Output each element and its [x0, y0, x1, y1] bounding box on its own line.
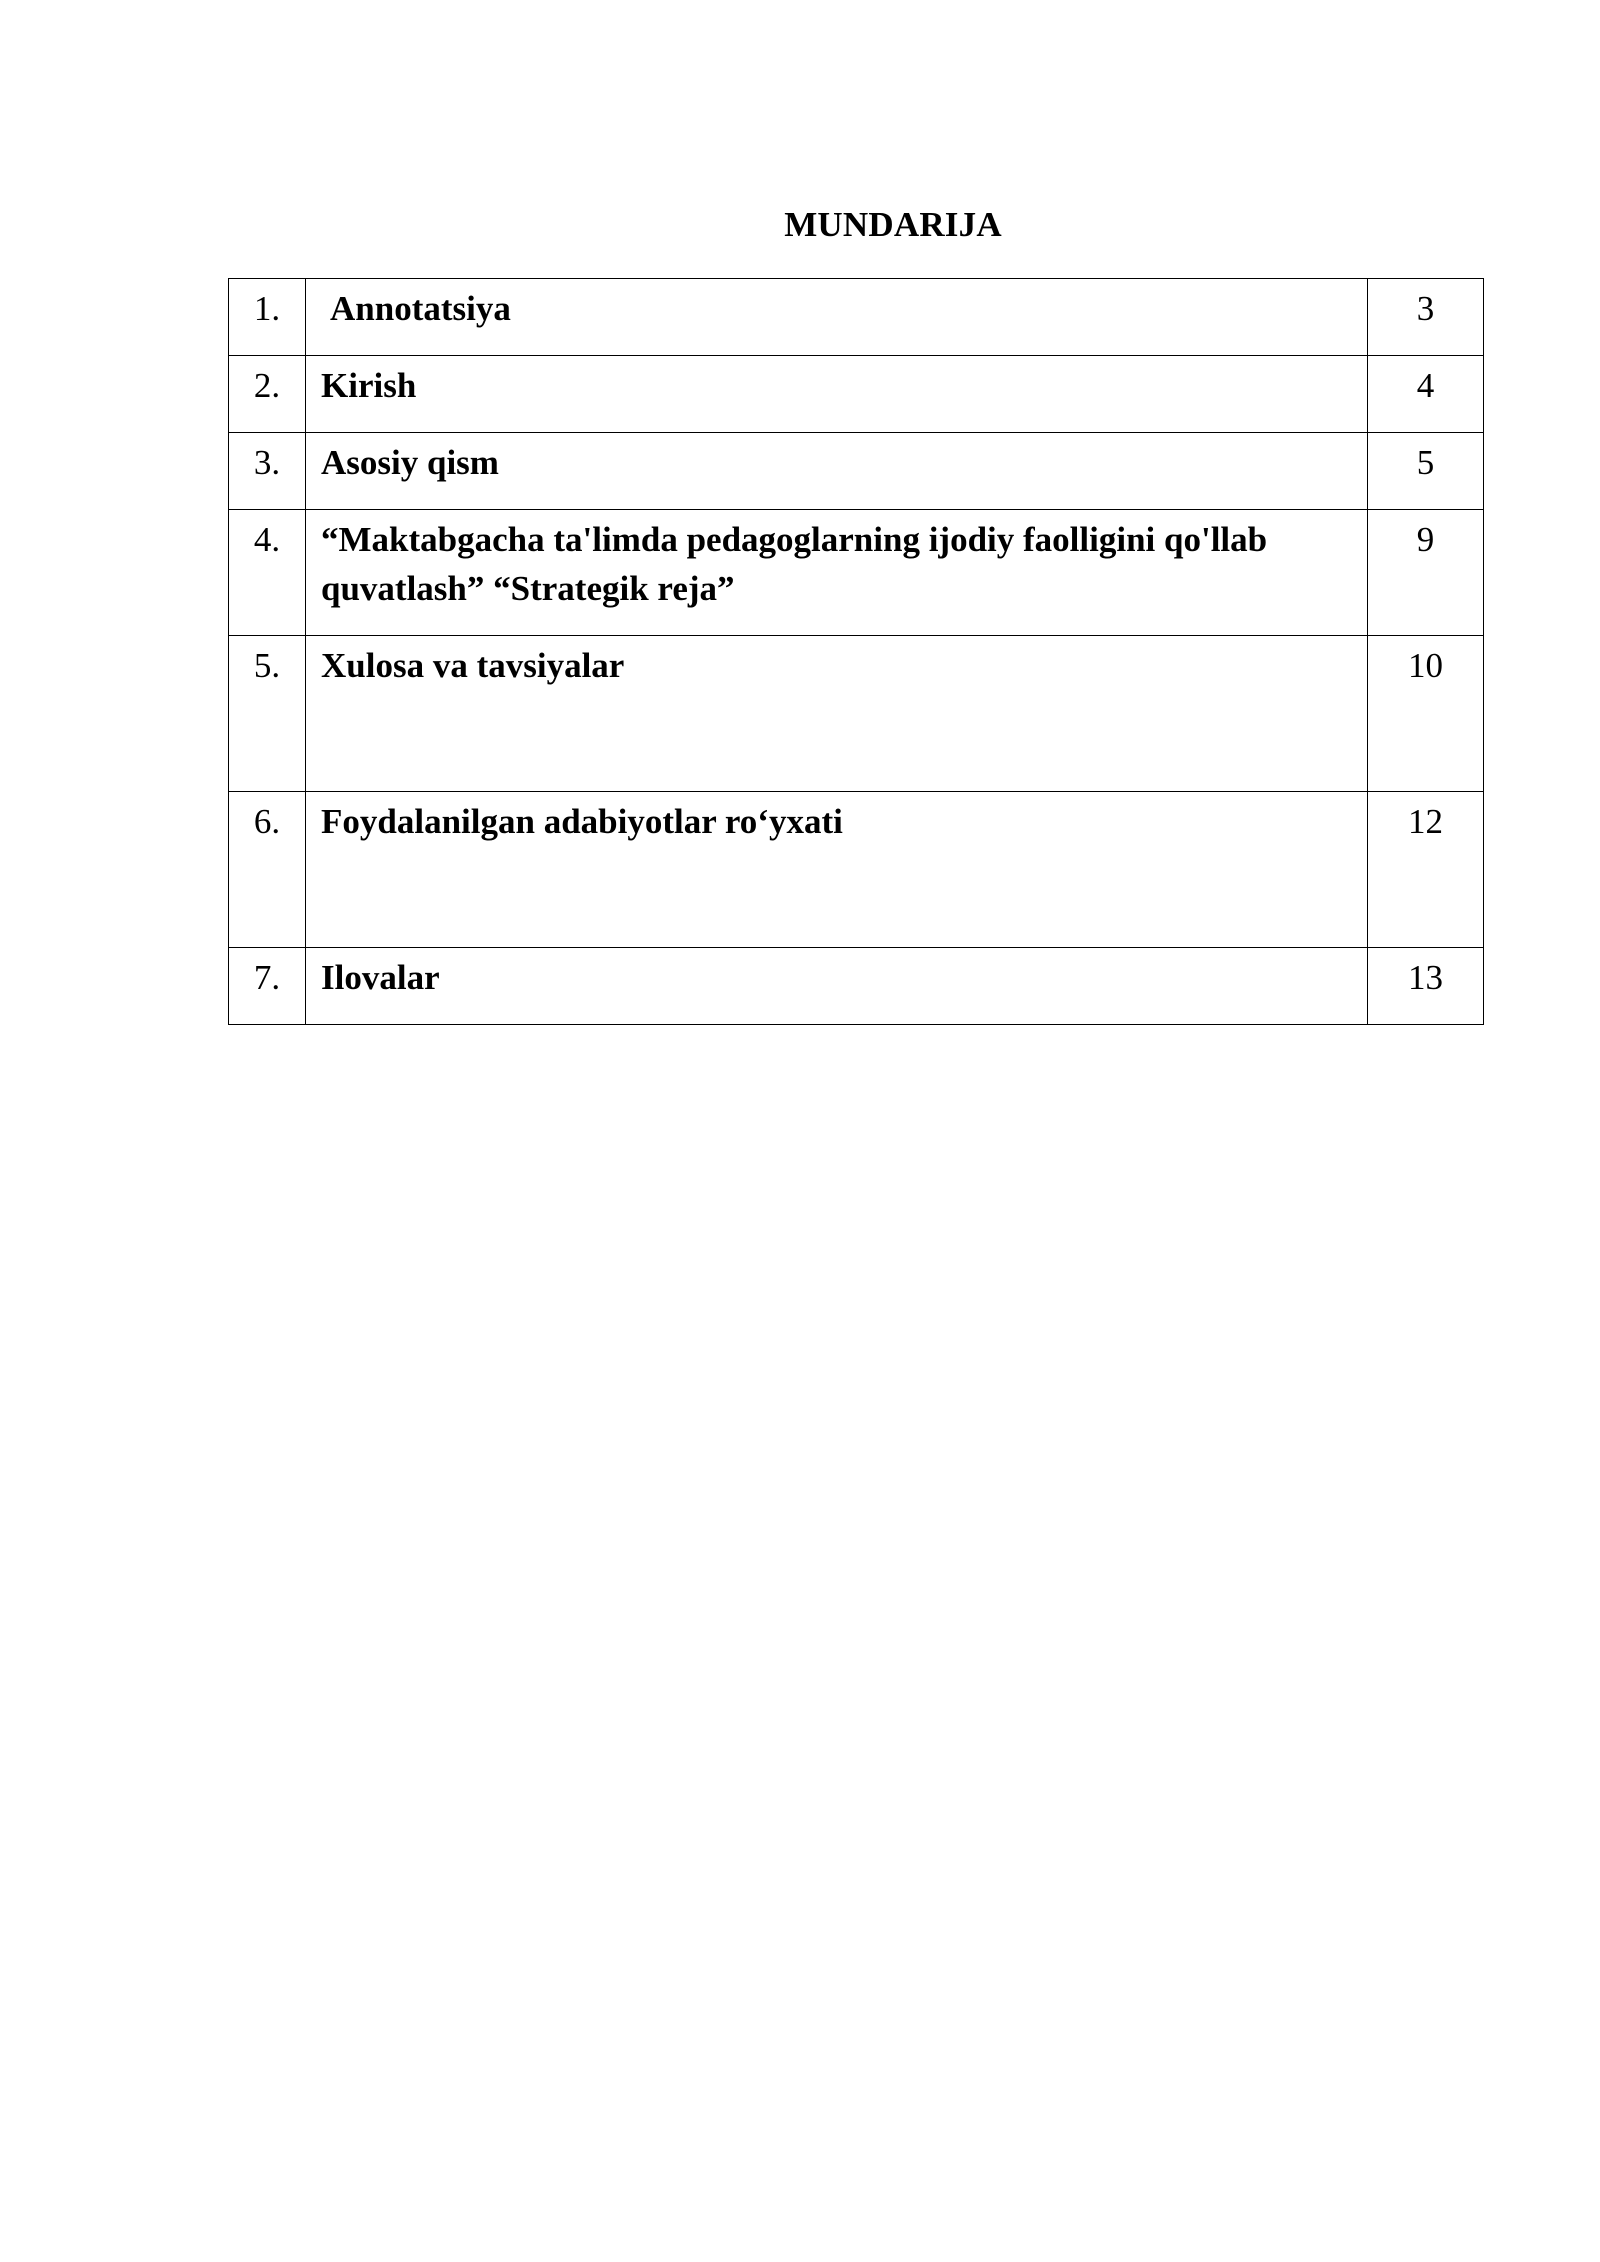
toc-item-title: Foydalanilgan adabiyotlar ro‘yxati [306, 792, 1368, 948]
toc-item-number: 6. [229, 792, 306, 948]
toc-item-page: 9 [1368, 510, 1484, 636]
toc-item-page: 12 [1368, 792, 1484, 948]
toc-item-number: 5. [229, 636, 306, 792]
toc-item-page: 4 [1368, 356, 1484, 433]
toc-item-title: Xulosa va tavsiyalar [306, 636, 1368, 792]
toc-item-number: 7. [229, 948, 306, 1025]
toc-item-page: 3 [1368, 279, 1484, 356]
table-of-contents [228, 278, 1484, 1025]
toc-item-number: 4. [229, 510, 306, 636]
toc-item-title: Asosiy qism [306, 433, 1368, 510]
toc-item-page: 10 [1368, 636, 1484, 792]
toc-item-number: 2. [229, 356, 306, 433]
toc-item-title: Ilovalar [306, 948, 1368, 1025]
toc-row [229, 636, 1484, 792]
toc-item-title: Kirish [306, 356, 1368, 433]
toc-item-title: “Maktabgacha ta'limda pedagoglarning ijodiy faolligini qo'llab quvatlash” “Strategik reja” [306, 510, 1368, 636]
toc-row [229, 792, 1484, 948]
toc-row [229, 356, 1484, 433]
toc-item-page: 5 [1368, 433, 1484, 510]
toc-item-title: Annotatsiya [306, 279, 1368, 356]
toc-row [229, 279, 1484, 356]
toc-item-number: 1. [229, 279, 306, 356]
toc-row [229, 433, 1484, 510]
toc-item-page: 13 [1368, 948, 1484, 1025]
toc-row [229, 948, 1484, 1025]
toc-row [229, 510, 1484, 636]
page-title: MUNDARIJA [784, 205, 1002, 244]
toc-item-number: 3. [229, 433, 306, 510]
